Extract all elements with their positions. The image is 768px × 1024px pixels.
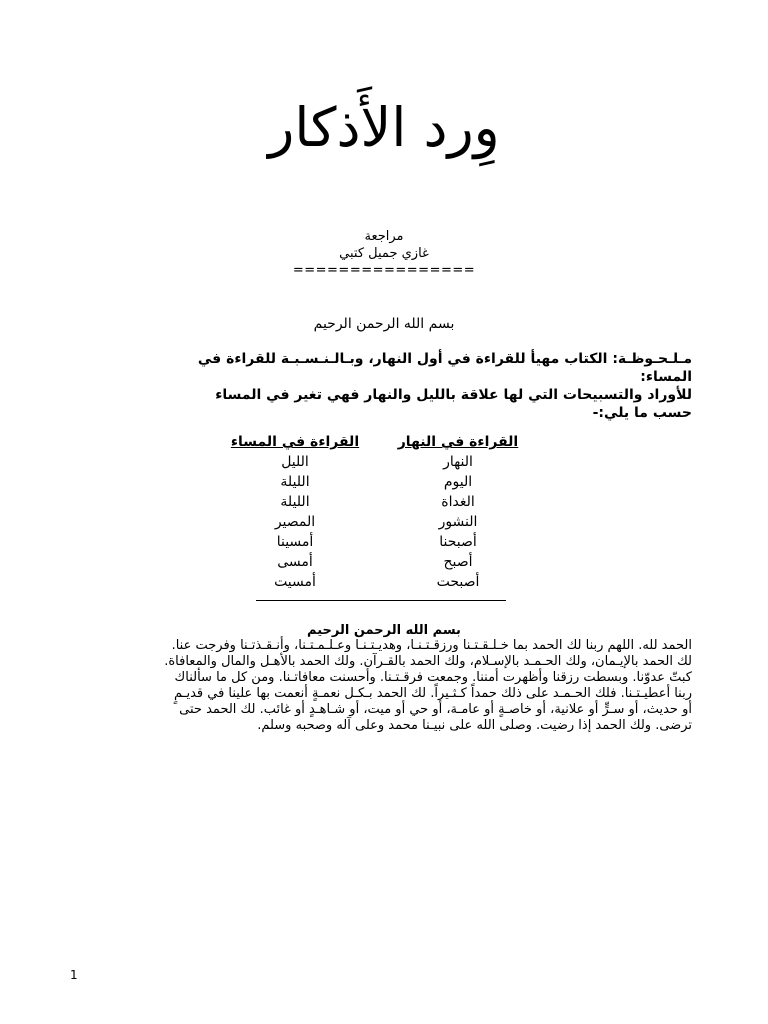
note-line: مـلـحـوظـة: الكتاب مهيأ للقراءة في أول النهار، وبـالـنـسـبـة للقراءة في — [197, 351, 692, 367]
review-author: غازي جميل كتبي — [339, 246, 429, 261]
day-item: أصبحنا — [439, 534, 477, 550]
day-item: أصبحت — [436, 574, 480, 590]
night-item: أمسينا — [276, 534, 314, 550]
night-item: أمسيت — [274, 574, 316, 590]
night-item: الليلة — [280, 474, 310, 490]
night-reading-column — [200, 432, 390, 592]
review-label: مراجعة — [364, 229, 404, 244]
note-paragraph — [80, 350, 692, 422]
night-reading-header: القراءة في المساء — [230, 434, 360, 450]
day-item: أصبح — [443, 554, 473, 570]
note-line: حسب ما يلي:- — [592, 405, 692, 421]
day-item: النهار — [443, 454, 473, 470]
review-block — [0, 228, 768, 279]
day-item: النشور — [438, 514, 478, 530]
section2-basmala: بسم الله الرحمن الرحيم — [307, 623, 461, 638]
document-title: وِرد الأَذكار — [268, 96, 500, 159]
review-separator: ================ — [292, 263, 476, 278]
night-item: الليلة — [280, 494, 310, 510]
page-number: 1 — [70, 968, 78, 982]
dua-line: كبتّ عدوّنا. وبسطت رزقنا وأظهرت أمننا. وجمعت فرقـتـنا. وأحسنت معافاتـنا. ومن كل ما سألناك — [174, 670, 692, 685]
note-line: للأوراد والتسبيحات التي لها علاقة بالليل والنهار فهي تغير في المساء — [215, 387, 692, 403]
basmala-heading: بسم الله الرحمن الرحيم — [313, 316, 455, 332]
dua-line: لك الحمد بالإيـمان، ولك الحـمـد بالإسـلام، ولك الحمد بالقـرآن. ولك الحمد بالأهـل والمال والمعافاة. — [164, 654, 692, 669]
night-item: المصير — [274, 514, 316, 530]
day-item: اليوم — [443, 474, 473, 490]
day-reading-header: القراءة في النهار — [397, 434, 519, 450]
dua-line: ربنا أعطيـتـنا. فلك الحـمـد على ذلك حمداً كـثـيراً. لك الحمد بـكـل نعمـةٍ أنعمت بها علينا في قديـمٍ — [173, 686, 692, 701]
section-divider — [256, 600, 506, 601]
night-item: الليل — [281, 454, 309, 470]
day-item: الغداة — [441, 494, 475, 510]
night-item: أمسى — [277, 554, 313, 570]
dua-paragraph — [72, 638, 692, 734]
dua-line: أو حديث، أو سـرٍّ أو علانية، أو خاصـةٍ أو عامـة، أو حي أو ميت، أو شـاهـدٍ أو غائب. لك الحمد حتى — [179, 702, 692, 717]
dua-line: الحمد لله. اللهم ربنا لك الحمد بما خـلـقـتـنا ورزقـتـنـا، وهديـتـنـا وعـلـمـتـنا، وأنـقـذتـنا وفرجت عنا. — [171, 638, 692, 653]
dua-line: ترضى. ولك الحمد إذا رضيت. وصلى الله على نبيـنا محمد وعلى آله وصحبه وسلم. — [257, 718, 692, 733]
note-line: المساء: — [640, 369, 692, 385]
